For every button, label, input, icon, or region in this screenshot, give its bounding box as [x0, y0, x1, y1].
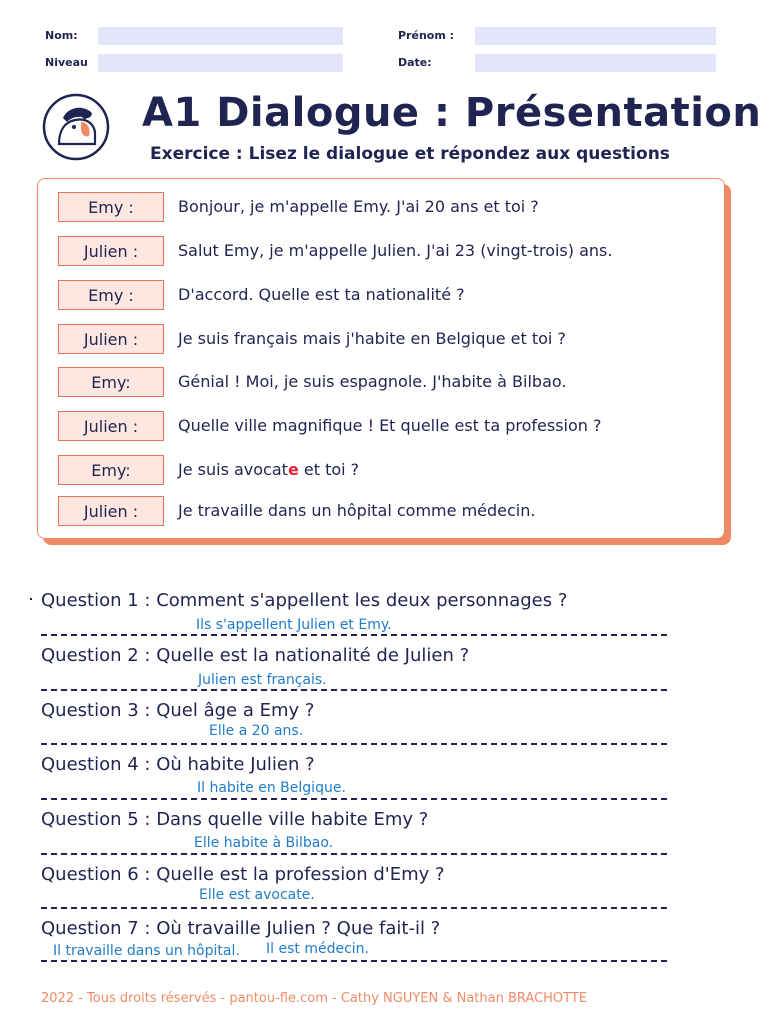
page-title: A1 Dialogue : Présentation: [142, 90, 762, 136]
question-3: Question 3 : Quel âge a Emy ?: [41, 700, 315, 721]
dialogue-line-1: [58, 192, 698, 222]
dialogue-line-3: [58, 280, 698, 310]
answer-line-4: [41, 798, 667, 800]
speaker-label: Julien :: [58, 324, 164, 354]
correction-mark: e: [287, 460, 299, 479]
page-subtitle: Exercice : Lisez le dialogue et répondez aux questions: [150, 144, 670, 164]
dialogue-line-7: [58, 455, 698, 485]
answer-4[interactable]: Il habite en Belgique.: [197, 780, 346, 796]
nom-field[interactable]: [98, 27, 343, 45]
dialogue-text: Je suis français mais j'habite en Belgique et toi ?: [178, 329, 566, 348]
answer-line-2: [41, 689, 667, 691]
question-4: Question 4 : Où habite Julien ?: [41, 754, 315, 775]
answer-2[interactable]: Julien est français.: [198, 672, 327, 688]
prenom-field[interactable]: [475, 27, 716, 45]
niveau-field[interactable]: [98, 54, 343, 72]
question-1: Question 1 : Comment s'appellent les deux personnages ?: [41, 590, 568, 611]
dialogue-text-part: Je suis avocat: [178, 460, 288, 479]
dialogue-text: [178, 460, 359, 479]
stray-dot: [30, 598, 32, 600]
dialogue-text: Quelle ville magnifique ! Et quelle est ta profession ?: [178, 416, 602, 435]
answer-1[interactable]: Ils s'appellent Julien et Emy.: [196, 617, 392, 633]
footer-credits: 2022 - Tous droits réservés - pantou-fle.com - Cathy NGUYEN & Nathan BRACHOTTE: [41, 991, 588, 1006]
answer-5[interactable]: Elle habite à Bilbao.: [194, 835, 334, 851]
date-label: Date:: [398, 56, 432, 69]
question-2: Question 2 : Quelle est la nationalité de Julien ?: [41, 645, 470, 666]
dialogue-text-part: et toi ?: [298, 460, 360, 479]
dialogue-text: Bonjour, je m'appelle Emy. J'ai 20 ans et toi ?: [178, 197, 539, 216]
dialogue-line-5: [58, 367, 698, 397]
answer-line-6: [41, 907, 667, 909]
question-5: Question 5 : Dans quelle ville habite Emy ?: [41, 809, 429, 830]
answer-line-3: [41, 743, 667, 745]
answer-6[interactable]: Elle est avocate.: [199, 887, 315, 903]
question-7: Question 7 : Où travaille Julien ? Que fait-il ?: [41, 918, 441, 939]
speaker-label: Julien :: [58, 236, 164, 266]
niveau-label: Niveau: [45, 56, 88, 69]
speaker-label: Julien :: [58, 496, 164, 526]
speaker-label: Emy :: [58, 192, 164, 222]
date-field[interactable]: [475, 54, 716, 72]
prenom-label: Prénom :: [398, 29, 455, 42]
dialogue-text: Je travaille dans un hôpital comme médecin.: [178, 501, 536, 520]
dialogue-line-8: [58, 496, 698, 526]
dialogue-text: Salut Emy, je m'appelle Julien. J'ai 23 (vingt-trois) ans.: [178, 241, 613, 260]
dialogue-text: D'accord. Quelle est ta nationalité ?: [178, 285, 465, 304]
answer-7a[interactable]: Il travaille dans un hôpital.: [53, 943, 240, 959]
dialogue-line-2: [58, 236, 698, 266]
answer-line-7: [41, 960, 667, 962]
speaker-label: Emy:: [58, 367, 164, 397]
dialogue-text: Génial ! Moi, je suis espagnole. J'habite à Bilbao.: [178, 372, 567, 391]
answer-3[interactable]: Elle a 20 ans.: [209, 723, 304, 739]
speaker-label: Emy:: [58, 455, 164, 485]
answer-line-5: [41, 853, 667, 855]
answer-line-1: [41, 634, 667, 636]
answer-7b[interactable]: Il est médecin.: [266, 941, 369, 957]
question-6: Question 6 : Quelle est la profession d'Emy ?: [41, 864, 445, 885]
dialogue-line-4: [58, 324, 698, 354]
dialogue-line-6: [58, 411, 698, 441]
dog-logo-icon: [41, 92, 111, 162]
speaker-label: Emy :: [58, 280, 164, 310]
speaker-label: Julien :: [58, 411, 164, 441]
nom-label: Nom:: [45, 29, 78, 42]
